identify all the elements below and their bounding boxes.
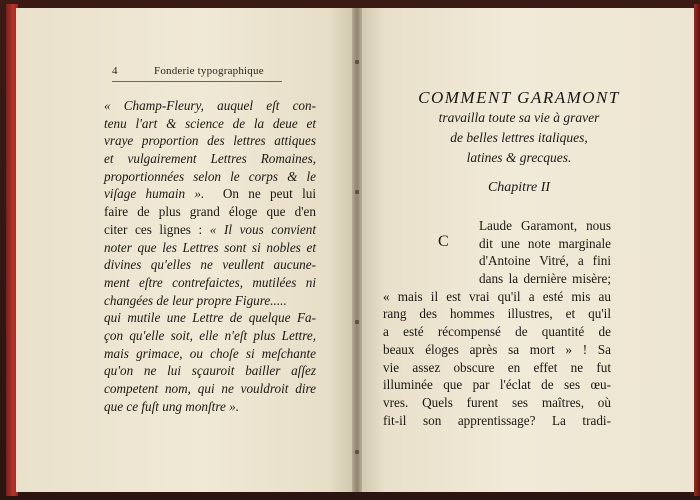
chapter-number: Chapitre II <box>487 180 551 195</box>
book-gutter <box>352 8 362 492</box>
text-line: çon qu'elle soit, elle n'eſt plus Lettre, <box>104 327 316 343</box>
text-line: dans la dernière misère; <box>479 271 611 287</box>
chapter-subtitle-line: de belles lettres italiques, <box>450 130 588 145</box>
text-line: vie assez obscure en effet ne fut <box>383 359 611 375</box>
text-segment: « Il vous convient <box>209 221 316 237</box>
chapter-subtitle-line: latines & grecques. <box>466 150 572 165</box>
text-line: tenu l'art & science de la deue et <box>104 115 316 131</box>
text-line-mixed <box>104 221 316 239</box>
text-segment: viſage humain ». <box>104 186 205 202</box>
text-line: divines qu'elles ne veullent aucune- <box>104 257 316 273</box>
binding-stitch <box>355 450 359 454</box>
text-segment: citer ces lignes : <box>104 221 203 237</box>
text-line: rang des hommes illustres, et qu'il <box>383 306 611 322</box>
red-page-edge-right <box>694 4 700 496</box>
chapter-subtitle-line: travailla toute sa vie à graver <box>438 110 600 125</box>
text-line: « mais il est vrai qu'il a esté mis au <box>383 288 611 304</box>
binding-stitch <box>355 190 359 194</box>
text-line: ment eſtre contrefaictes, mutilées ni <box>104 274 316 290</box>
running-head <box>112 65 282 82</box>
text-line: qu'on ne lui sçauroit bailler aſſez <box>104 363 316 379</box>
drop-cap: C <box>438 233 449 250</box>
text-line: competent nom, qui ne vouldroit dire <box>104 381 316 396</box>
text-line: proportionnées selon le corps & le <box>104 168 316 184</box>
text-line: d'Antoine Vitré, a fini <box>479 253 611 269</box>
text-line: noter que les Lettres sont si nobles et <box>104 239 316 255</box>
text-line: fit-il son apprentissage? La tradi- <box>383 412 611 428</box>
text-line: « Champ-Fleury, auquel eſt con- <box>104 98 316 113</box>
running-head-title: Fonderie typographique <box>154 65 264 77</box>
right-page-text <box>383 217 611 429</box>
text-line: vres. Quels furent ses maîtres, où <box>383 394 611 410</box>
text-line: qui mutile une Lettre de quelque Fa- <box>104 310 316 326</box>
text-line: Laude Garamont, nous <box>479 218 611 233</box>
chapter-title-block <box>366 88 672 168</box>
text-line: illuminée que par l'éclat de ses œu- <box>383 377 611 393</box>
text-line: et vulgairement Lettres Romaines, <box>104 151 316 167</box>
text-line: changées de leur propre Figure..... <box>104 292 287 308</box>
text-line: faire de plus grand éloge que d'en <box>104 204 316 220</box>
page-number: 4 <box>112 65 118 77</box>
text-line: a esté récompensé de quantité de <box>383 324 611 340</box>
text-line-mixed <box>104 185 316 203</box>
text-line: beaux éloges après sa mort » ! Sa <box>383 341 611 357</box>
text-line: que ce fuſt ung monſtre ». <box>104 398 240 414</box>
text-line: mais grimace, ou choſe si meſchante <box>104 345 316 361</box>
chapter-heading: COMMENT GARAMONT <box>418 88 620 107</box>
text-segment: On ne peut lui <box>222 186 316 202</box>
binding-stitch <box>355 60 359 64</box>
binding-stitch <box>355 320 359 324</box>
text-line: dit une note marginale <box>479 235 611 251</box>
left-page-text <box>104 97 316 415</box>
text-line: vraye proportion des lettres attiques <box>104 133 316 149</box>
